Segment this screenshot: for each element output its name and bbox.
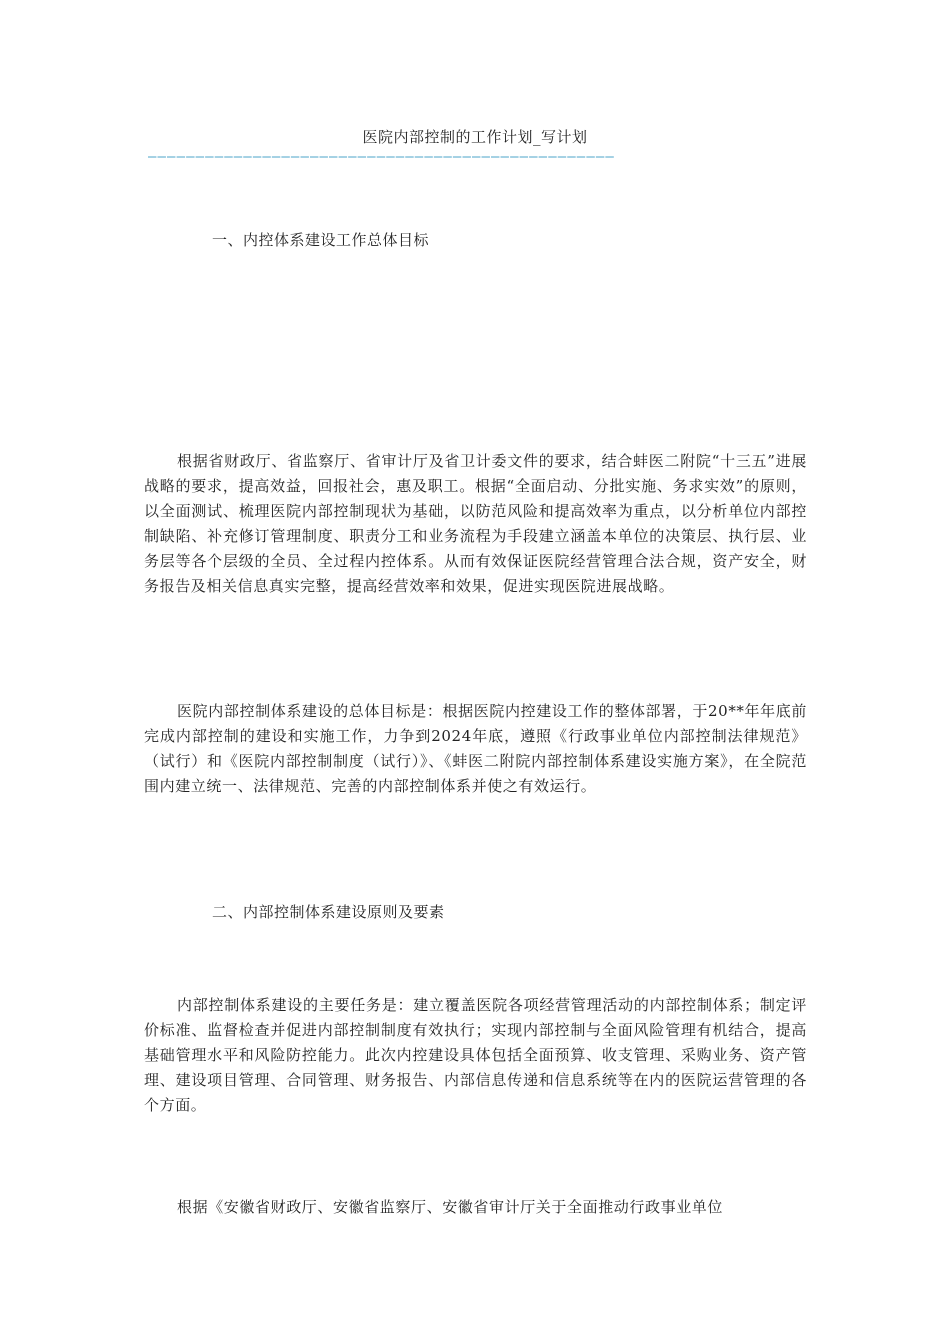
title-divider: —————————————————————————————————————————————————: [148, 150, 615, 164]
section-heading-1: 一、内控体系建设工作总体目标: [212, 231, 430, 249]
section-heading-2: 二、内部控制体系建设原则及要素: [212, 903, 445, 921]
section-2-paragraph-1: 内部控制体系建设的主要任务是：建立覆盖医院各项经营管理活动的内部控制体系；制定评价标准、监督检查并促进内部控制制度有效执行；实现内部控制与全面风险管理有机结合，提高基础管理水平和风险防控能力。此次内控建设具体包括全面预算、收支管理、采购业务、资产管理、建设项目管理、合同管理、财务报告、内部信息传递和信息系统等在内的医院运营管理的各个方面。: [144, 996, 807, 1114]
section-1-paragraph-1: 根据省财政厅、省监察厅、省审计厅及省卫计委文件的要求，结合蚌医二附院“十三五”进展战略的要求，提高效益，回报社会，惠及职工。根据“全面启动、分批实施、务求实效”的原则，以全面测试、梳理医院内部控制现状为基础，以防范风险和提高效率为重点，以分析单位内部控制缺陷、补充修订管理制度、职责分工和业务流程为手段建立涵盖本单位的决策层、执行层、业务层等各个层级的全员、全过程内控体系。从而有效保证医院经营管理合法合规，资产安全，财务报告及相关信息真实完整，提高经营效率和效果，促进实现医院进展战略。: [144, 452, 807, 595]
section-2-paragraph-2: 根据《安徽省财政厅、安徽省监察厅、安徽省审计厅关于全面推动行政事业单位: [177, 1198, 724, 1216]
section-1-paragraph-2: 医院内部控制体系建设的总体目标是：根据医院内控建设工作的整体部署，于20**年年底前完成内部控制的建设和实施工作，力争到2024年底，遵照《行政事业单位内部控制法律规范》（试行）和《医院内部控制制度（试行）》、《蚌医二附院内部控制体系建设实施方案》，在全院范围内建立统一、法律规范、完善的内部控制体系并使之有效运行。: [144, 702, 807, 795]
document-title: 医院内部控制的工作计划_写计划: [362, 128, 588, 146]
